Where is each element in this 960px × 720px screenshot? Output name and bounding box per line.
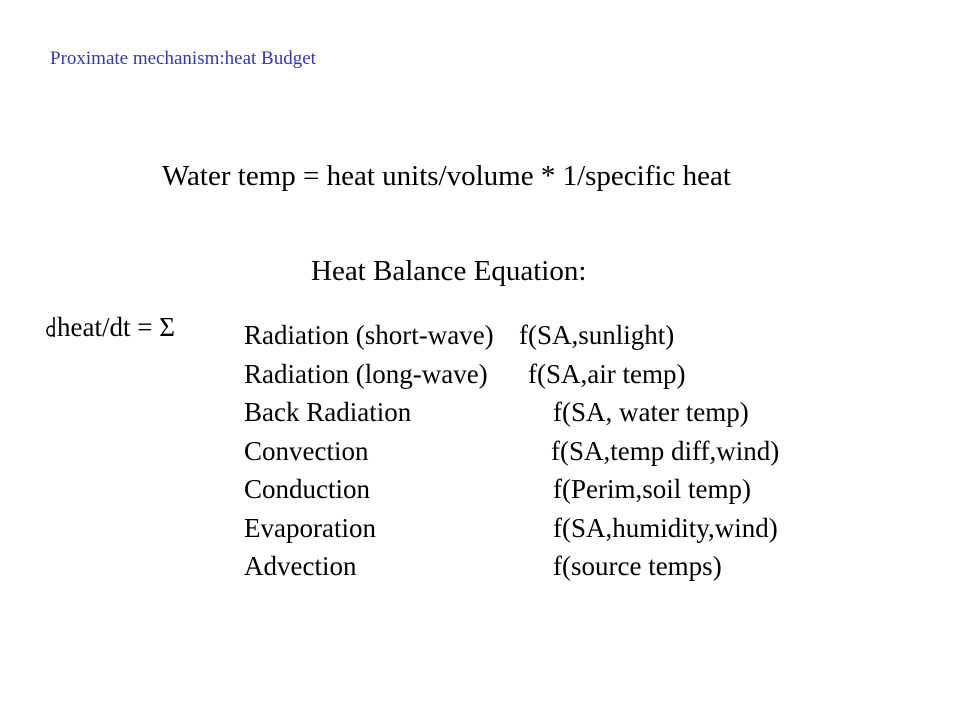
term-name: Convection	[244, 435, 369, 466]
term-name: Evaporation	[244, 512, 376, 543]
heat-rate-expression	[45, 312, 175, 343]
term-name: Advection	[244, 551, 357, 581]
water-temp-equation: Water temp = heat units/volume * 1/specific heat	[162, 160, 731, 192]
term-function: f(SA,sunlight)	[519, 320, 675, 350]
term-function: f(SA,humidity,wind)	[553, 512, 778, 543]
term-function: f(source temps)	[553, 551, 722, 581]
partial-derivative-icon	[45, 315, 56, 339]
term-function: f(Perim,soil temp)	[553, 474, 751, 504]
term-name: Radiation (short-wave)	[244, 320, 494, 350]
term-name: Radiation (long-wave)	[244, 358, 488, 389]
heat-rate-text: heat/dt = Σ	[57, 312, 175, 342]
term-name: Conduction	[244, 474, 370, 504]
heat-balance-title: Heat Balance Equation:	[311, 255, 587, 287]
term-name: Back Radiation	[244, 397, 412, 427]
term-function: f(SA,temp diff,wind)	[551, 435, 780, 466]
slide-header: Proximate mechanism:heat Budget	[50, 48, 316, 69]
term-function: f(SA,air temp)	[528, 358, 686, 389]
term-function: f(SA, water temp)	[553, 397, 749, 427]
